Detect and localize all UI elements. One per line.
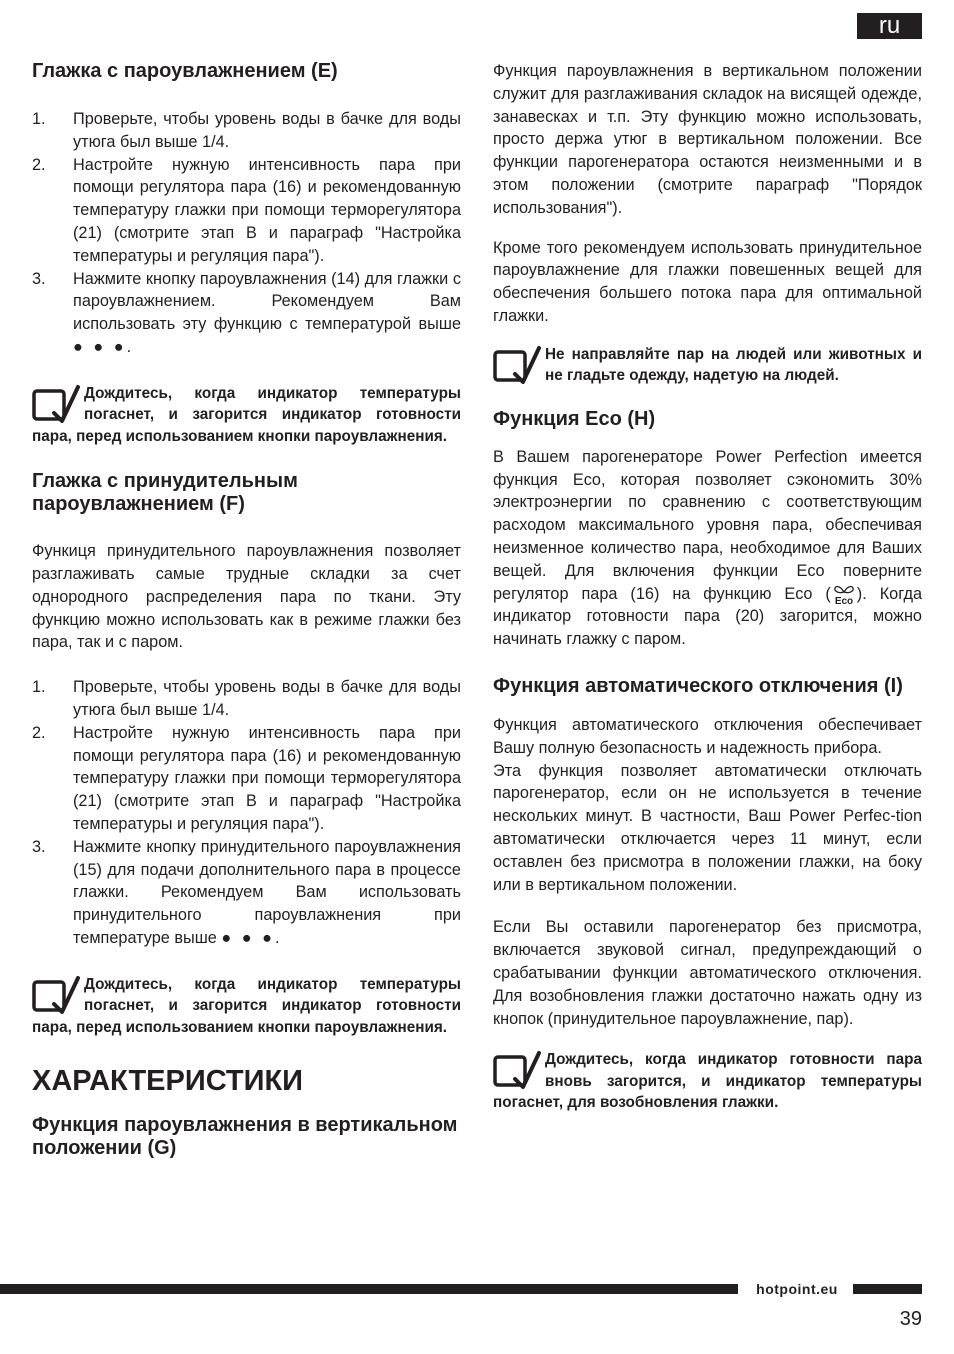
section-g-title: Функция пароувлажнения в вертикальном положении (G) xyxy=(32,1114,458,1160)
section-h-title: Функция Eco (H) xyxy=(493,407,656,430)
language-badge: ru xyxy=(857,13,922,39)
check-note-icon xyxy=(493,1049,545,1089)
page-number: 39 xyxy=(899,1308,922,1330)
section-f-steps xyxy=(32,676,461,950)
section-h-text xyxy=(493,446,922,651)
check-note-icon xyxy=(32,974,84,1014)
section-f-intro: Функиця принудительного пароувлажнения позволяет разглаживать самые трудные складки за счет однородного распределения пара по ткани. Эту функцию можно использовать как в режиме глажки без пара, так и с паром. xyxy=(32,542,461,652)
step-number: 2. xyxy=(32,155,46,174)
note-block xyxy=(493,1049,922,1114)
list-item xyxy=(32,108,461,154)
temperature-dots: ● ● ● xyxy=(221,929,275,948)
step-number: 1. xyxy=(32,110,46,128)
section-g-paragraph-2: Кроме того рекомендуем использовать принудительное пароувлажнение для глажки повешенных вещей для обеспечения большего потока пара для оптимальной глажки. xyxy=(493,238,922,325)
note-text: Дождитесь, когда индикатор температуры погаснет, и загорится индикатор готовности пара, перед использованием кнопки пароувлажнения. xyxy=(32,975,461,1036)
note-block xyxy=(32,383,461,448)
list-item xyxy=(32,722,461,836)
section-f-title: Глажка с принудительным пароувлажнением (F) xyxy=(32,470,298,516)
section-g-paragraph-1: Функция пароувлажнения в вертикальном положении служит для разглаживания складок на висящей одежде, занавесках и т.п. Эту функцию можно использовать, просто держа утюг в вертикальном положении. Все функции парогенератора остаются неизменными и в этом положении (смотрите параграф "Порядок использования"). xyxy=(493,62,922,217)
step-text: Проверьте, чтобы уровень воды в бачке для воды утюга был выше 1/4. xyxy=(73,110,461,151)
list-item xyxy=(32,154,461,268)
step-text: Настройте нужную интенсивность пара при помощи регулятора пара (16) и рекомендованную температуру глажки при помощи терморегулятора (21) (смотрите этап B и параграф "Настройка температуры и регуляция пара"). xyxy=(73,155,461,265)
step-text: Проверьте, чтобы уровень воды в бачке для воды утюга был выше 1/4. xyxy=(73,678,461,720)
step-number: 2. xyxy=(32,723,46,742)
characteristics-title: ХАРАКТЕРИСТИКИ xyxy=(32,1065,304,1098)
footer-rule-right xyxy=(853,1284,922,1294)
list-item xyxy=(32,268,461,359)
step-text: Нажмите кнопку пароувлажнения (14) для глажки с пароувлажнением. Рекомендуем Вам использовать эту функцию с температурой выше xyxy=(73,269,461,334)
section-i-paragraph-3: Если Вы оставили парогенератор без присмотра, включается звуковой сигнал, предупреждающий о срабатывании функции автоматического отключения. Для возобновления глажки достаточно нажать одну из кнопок (принудительное пароувлажнение, пар). xyxy=(493,918,922,1028)
step-end: . xyxy=(126,337,132,356)
eco-icon-label: Eco xyxy=(834,596,853,606)
step-number: 3. xyxy=(32,837,46,856)
eco-leaf-icon xyxy=(831,583,857,605)
warning-note xyxy=(493,344,922,387)
right-column xyxy=(493,60,922,1114)
footer-rule-left xyxy=(0,1284,738,1294)
note-block xyxy=(32,974,461,1039)
eco-text-after: ). Когда индикатор готовности пара (20) загорится, можно начинать глажку с паром. xyxy=(493,584,922,649)
note-text: Дождитесь, когда индикатор температуры погаснет, и загорится индикатор готовности пара, перед использованием кнопки пароувлажнения. xyxy=(32,384,461,445)
temperature-dots: ● ● ● xyxy=(73,337,127,356)
step-number: 1. xyxy=(32,678,46,697)
section-i-paragraph-1: Функция автоматического отключения обеспечивает Вашу полную безопасность и надежность прибора. xyxy=(493,715,922,757)
left-column xyxy=(32,60,461,1160)
note-text: Дождитесь, когда индикатор готовности пара вновь загорится, и индикатор температуры погаснет, для возобновления глажки. xyxy=(493,1051,922,1112)
check-note-icon xyxy=(32,383,84,423)
list-item xyxy=(32,836,461,950)
list-item xyxy=(32,676,461,722)
step-end: . xyxy=(274,929,280,948)
section-i-paragraph-2: Эта функция позволяет автоматически отключать парогенератор, если он не используется в течение нескольких минут. В частности, Ваш Power Perfec-tion автоматически отключается через 11 минут, если оставлен без присмотра в положении глажки, на боку или в вертикальном положении. xyxy=(493,761,922,894)
section-i-title: Функция автоматического отключения (I) xyxy=(493,674,903,697)
section-e-title: Глажка с пароувлажнением (E) xyxy=(32,60,338,82)
section-e-steps xyxy=(32,108,461,359)
step-text: Настройте нужную интенсивность пара при помощи регулятора пара (16) и рекомендованную температуру глажки при помощи терморегулятора (21) (смотрите этап B и параграф "Настройка температуры и регуляция пара"). xyxy=(73,723,461,834)
step-number: 3. xyxy=(32,269,46,288)
note-text: Не направляйте пар на людей или животных и не гладьте одежду, надетую на людей. xyxy=(545,345,922,385)
brand-logo: hotpoint.eu xyxy=(756,1281,838,1297)
step-text: Нажмите кнопку принудительного пароувлажнения (15) для подачи дополнительного пара в процессе глажки. Рекомендуем Вам использовать принудительного пароувлажнения при температуре выше xyxy=(73,837,461,948)
check-note-icon xyxy=(493,344,545,384)
eco-text-before: В Вашем парогенераторе Power Perfection имеется функция Eco, которая позволяет сэкономить 30% электроэнергии по сравнению с соответствующим расходом максимального уровня пара, обеспечивая неизменное количество пара, необходимое для Ваших вещей. Для включения функции Eco поверните регулятор пара (16) на функцию Eco ( xyxy=(493,447,922,603)
